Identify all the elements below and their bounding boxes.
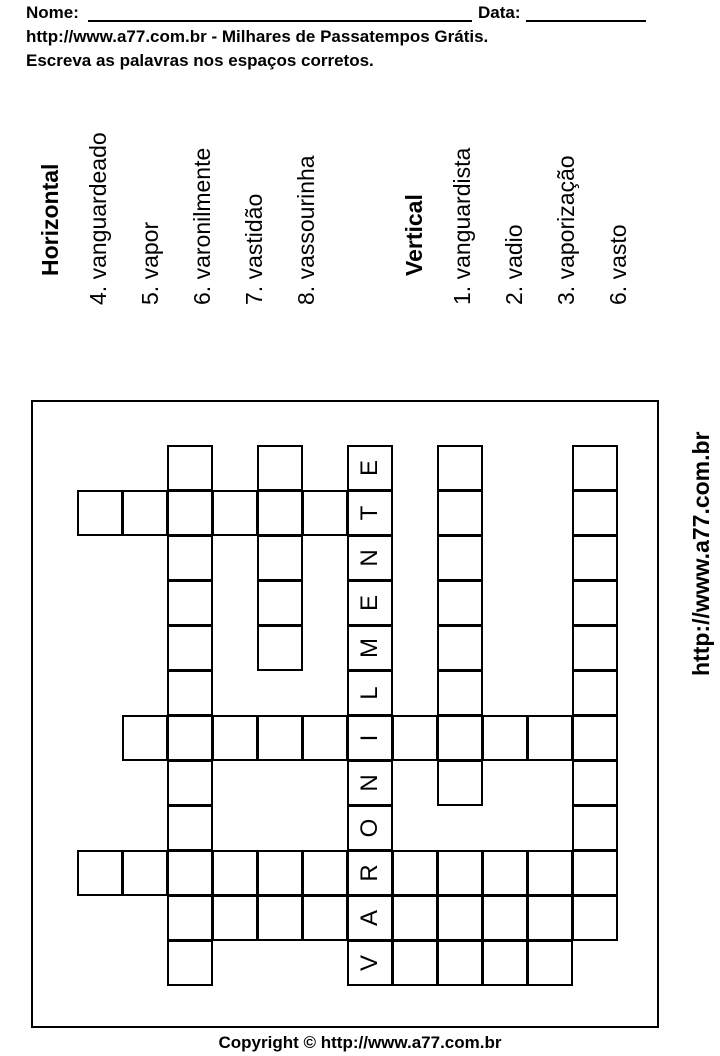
- grid-cell[interactable]: [347, 490, 393, 536]
- grid-letter: R: [356, 864, 383, 882]
- grid-cell[interactable]: [572, 805, 618, 851]
- grid-cell[interactable]: [257, 715, 303, 761]
- grid-cell[interactable]: [167, 895, 213, 941]
- grid-letter: A: [356, 910, 383, 927]
- grid-cell[interactable]: [482, 895, 528, 941]
- grid-cell[interactable]: [167, 670, 213, 716]
- grid-cell[interactable]: [437, 895, 483, 941]
- grid-cell[interactable]: [572, 490, 618, 536]
- grid-cell[interactable]: [257, 895, 303, 941]
- grid-cell[interactable]: [437, 445, 483, 491]
- clue-vertical-2: 2. vadio: [501, 224, 527, 305]
- grid-letter: N: [356, 774, 383, 792]
- clue-horizontal-6: 6. varonilmente: [189, 147, 215, 305]
- grid-cell[interactable]: [347, 580, 393, 626]
- grid-cell[interactable]: [257, 535, 303, 581]
- grid-cell[interactable]: [572, 535, 618, 581]
- grid-cell[interactable]: [347, 805, 393, 851]
- instruction-text: Escreva as palavras nos espaços corretos.: [26, 51, 374, 70]
- grid-cell[interactable]: [437, 625, 483, 671]
- grid-cell[interactable]: [212, 895, 258, 941]
- grid-letter: E: [356, 460, 383, 477]
- grid-cell[interactable]: [572, 715, 618, 761]
- grid-cell[interactable]: [572, 895, 618, 941]
- grid-cell[interactable]: [392, 715, 438, 761]
- grid-cell[interactable]: [167, 445, 213, 491]
- grid-letter: M: [356, 638, 383, 658]
- grid-cell[interactable]: [392, 895, 438, 941]
- grid-cell[interactable]: [347, 895, 393, 941]
- grid-cell[interactable]: [437, 670, 483, 716]
- grid-cell[interactable]: [572, 760, 618, 806]
- grid-cell[interactable]: [572, 670, 618, 716]
- grid-cell[interactable]: [347, 535, 393, 581]
- grid-cell[interactable]: [572, 850, 618, 896]
- clue-vertical-6: 6. vasto: [605, 224, 631, 305]
- grid-cell[interactable]: [77, 850, 123, 896]
- grid-cell[interactable]: [437, 850, 483, 896]
- grid-letter: O: [356, 818, 383, 838]
- grid-cell[interactable]: [77, 490, 123, 536]
- grid-cell[interactable]: [527, 940, 573, 986]
- grid-cell[interactable]: [167, 760, 213, 806]
- grid-cell[interactable]: [437, 760, 483, 806]
- footer-copyright: Copyright © http://www.a77.com.br: [218, 1033, 502, 1052]
- site-line: http://www.a77.com.br - Milhares de Passatempos Grátis.: [26, 27, 489, 46]
- grid-cell[interactable]: [212, 850, 258, 896]
- grid-cell[interactable]: [482, 940, 528, 986]
- grid-cell[interactable]: [347, 715, 393, 761]
- name-label: Nome:: [26, 3, 79, 22]
- grid-letter: N: [356, 549, 383, 567]
- grid-cell[interactable]: [527, 895, 573, 941]
- vertical-heading: Vertical: [401, 194, 427, 276]
- grid-cell[interactable]: [347, 760, 393, 806]
- clue-horizontal-5: 5. vapor: [137, 221, 163, 305]
- grid-cell[interactable]: [437, 490, 483, 536]
- grid-letter: V: [356, 955, 383, 972]
- grid-cell[interactable]: [167, 625, 213, 671]
- grid-cell[interactable]: [257, 625, 303, 671]
- grid-cell[interactable]: [302, 715, 348, 761]
- side-url: http://www.a77.com.br: [688, 431, 714, 676]
- grid-cell[interactable]: [527, 715, 573, 761]
- grid-cell[interactable]: [257, 580, 303, 626]
- grid-cell[interactable]: [122, 715, 168, 761]
- clue-horizontal-7: 7. vastidão: [241, 193, 267, 305]
- grid-cell[interactable]: [437, 940, 483, 986]
- grid-letter: T: [356, 505, 383, 521]
- grid-cell[interactable]: [167, 940, 213, 986]
- clue-horizontal-4: 4. vanguardeado: [85, 132, 111, 305]
- clue-vertical-1: 1. vanguardista: [449, 147, 475, 305]
- grid-cell[interactable]: [572, 445, 618, 491]
- grid-cell[interactable]: [257, 445, 303, 491]
- grid-cell[interactable]: [347, 940, 393, 986]
- grid-cell[interactable]: [392, 850, 438, 896]
- name-field[interactable]: [88, 20, 472, 22]
- grid-cell[interactable]: [347, 670, 393, 716]
- date-label: Data:: [478, 3, 521, 22]
- clue-vertical-3: 3. vaporização: [553, 155, 579, 305]
- grid-cell[interactable]: [347, 445, 393, 491]
- grid-cell[interactable]: [572, 625, 618, 671]
- date-field[interactable]: [526, 20, 646, 22]
- grid-cell[interactable]: [482, 715, 528, 761]
- grid-cell[interactable]: [167, 805, 213, 851]
- grid-letter: I: [356, 734, 383, 742]
- grid-cell[interactable]: [302, 850, 348, 896]
- grid-letter: L: [356, 686, 383, 700]
- grid-cell[interactable]: [167, 535, 213, 581]
- grid-cell[interactable]: [122, 850, 168, 896]
- grid-cell[interactable]: [347, 850, 393, 896]
- grid-letter: E: [356, 595, 383, 612]
- grid-cell[interactable]: [257, 490, 303, 536]
- grid-cell[interactable]: [167, 850, 213, 896]
- horizontal-heading: Horizontal: [37, 163, 63, 276]
- grid-cell[interactable]: [167, 715, 213, 761]
- grid-cell[interactable]: [437, 715, 483, 761]
- grid-cell[interactable]: [167, 490, 213, 536]
- grid-cell[interactable]: [257, 850, 303, 896]
- grid-cell[interactable]: [437, 580, 483, 626]
- grid-cell[interactable]: [302, 490, 348, 536]
- grid-cell[interactable]: [212, 490, 258, 536]
- clue-horizontal-8: 8. vassourinha: [293, 155, 319, 305]
- grid-cell[interactable]: [527, 850, 573, 896]
- grid-cell[interactable]: [572, 580, 618, 626]
- grid-cell[interactable]: [167, 580, 213, 626]
- grid-cell[interactable]: [212, 715, 258, 761]
- grid-cell[interactable]: [482, 850, 528, 896]
- grid-cell[interactable]: [437, 535, 483, 581]
- grid-cell[interactable]: [347, 625, 393, 671]
- grid-cell[interactable]: [122, 490, 168, 536]
- grid-cell[interactable]: [392, 940, 438, 986]
- grid-cell[interactable]: [302, 895, 348, 941]
